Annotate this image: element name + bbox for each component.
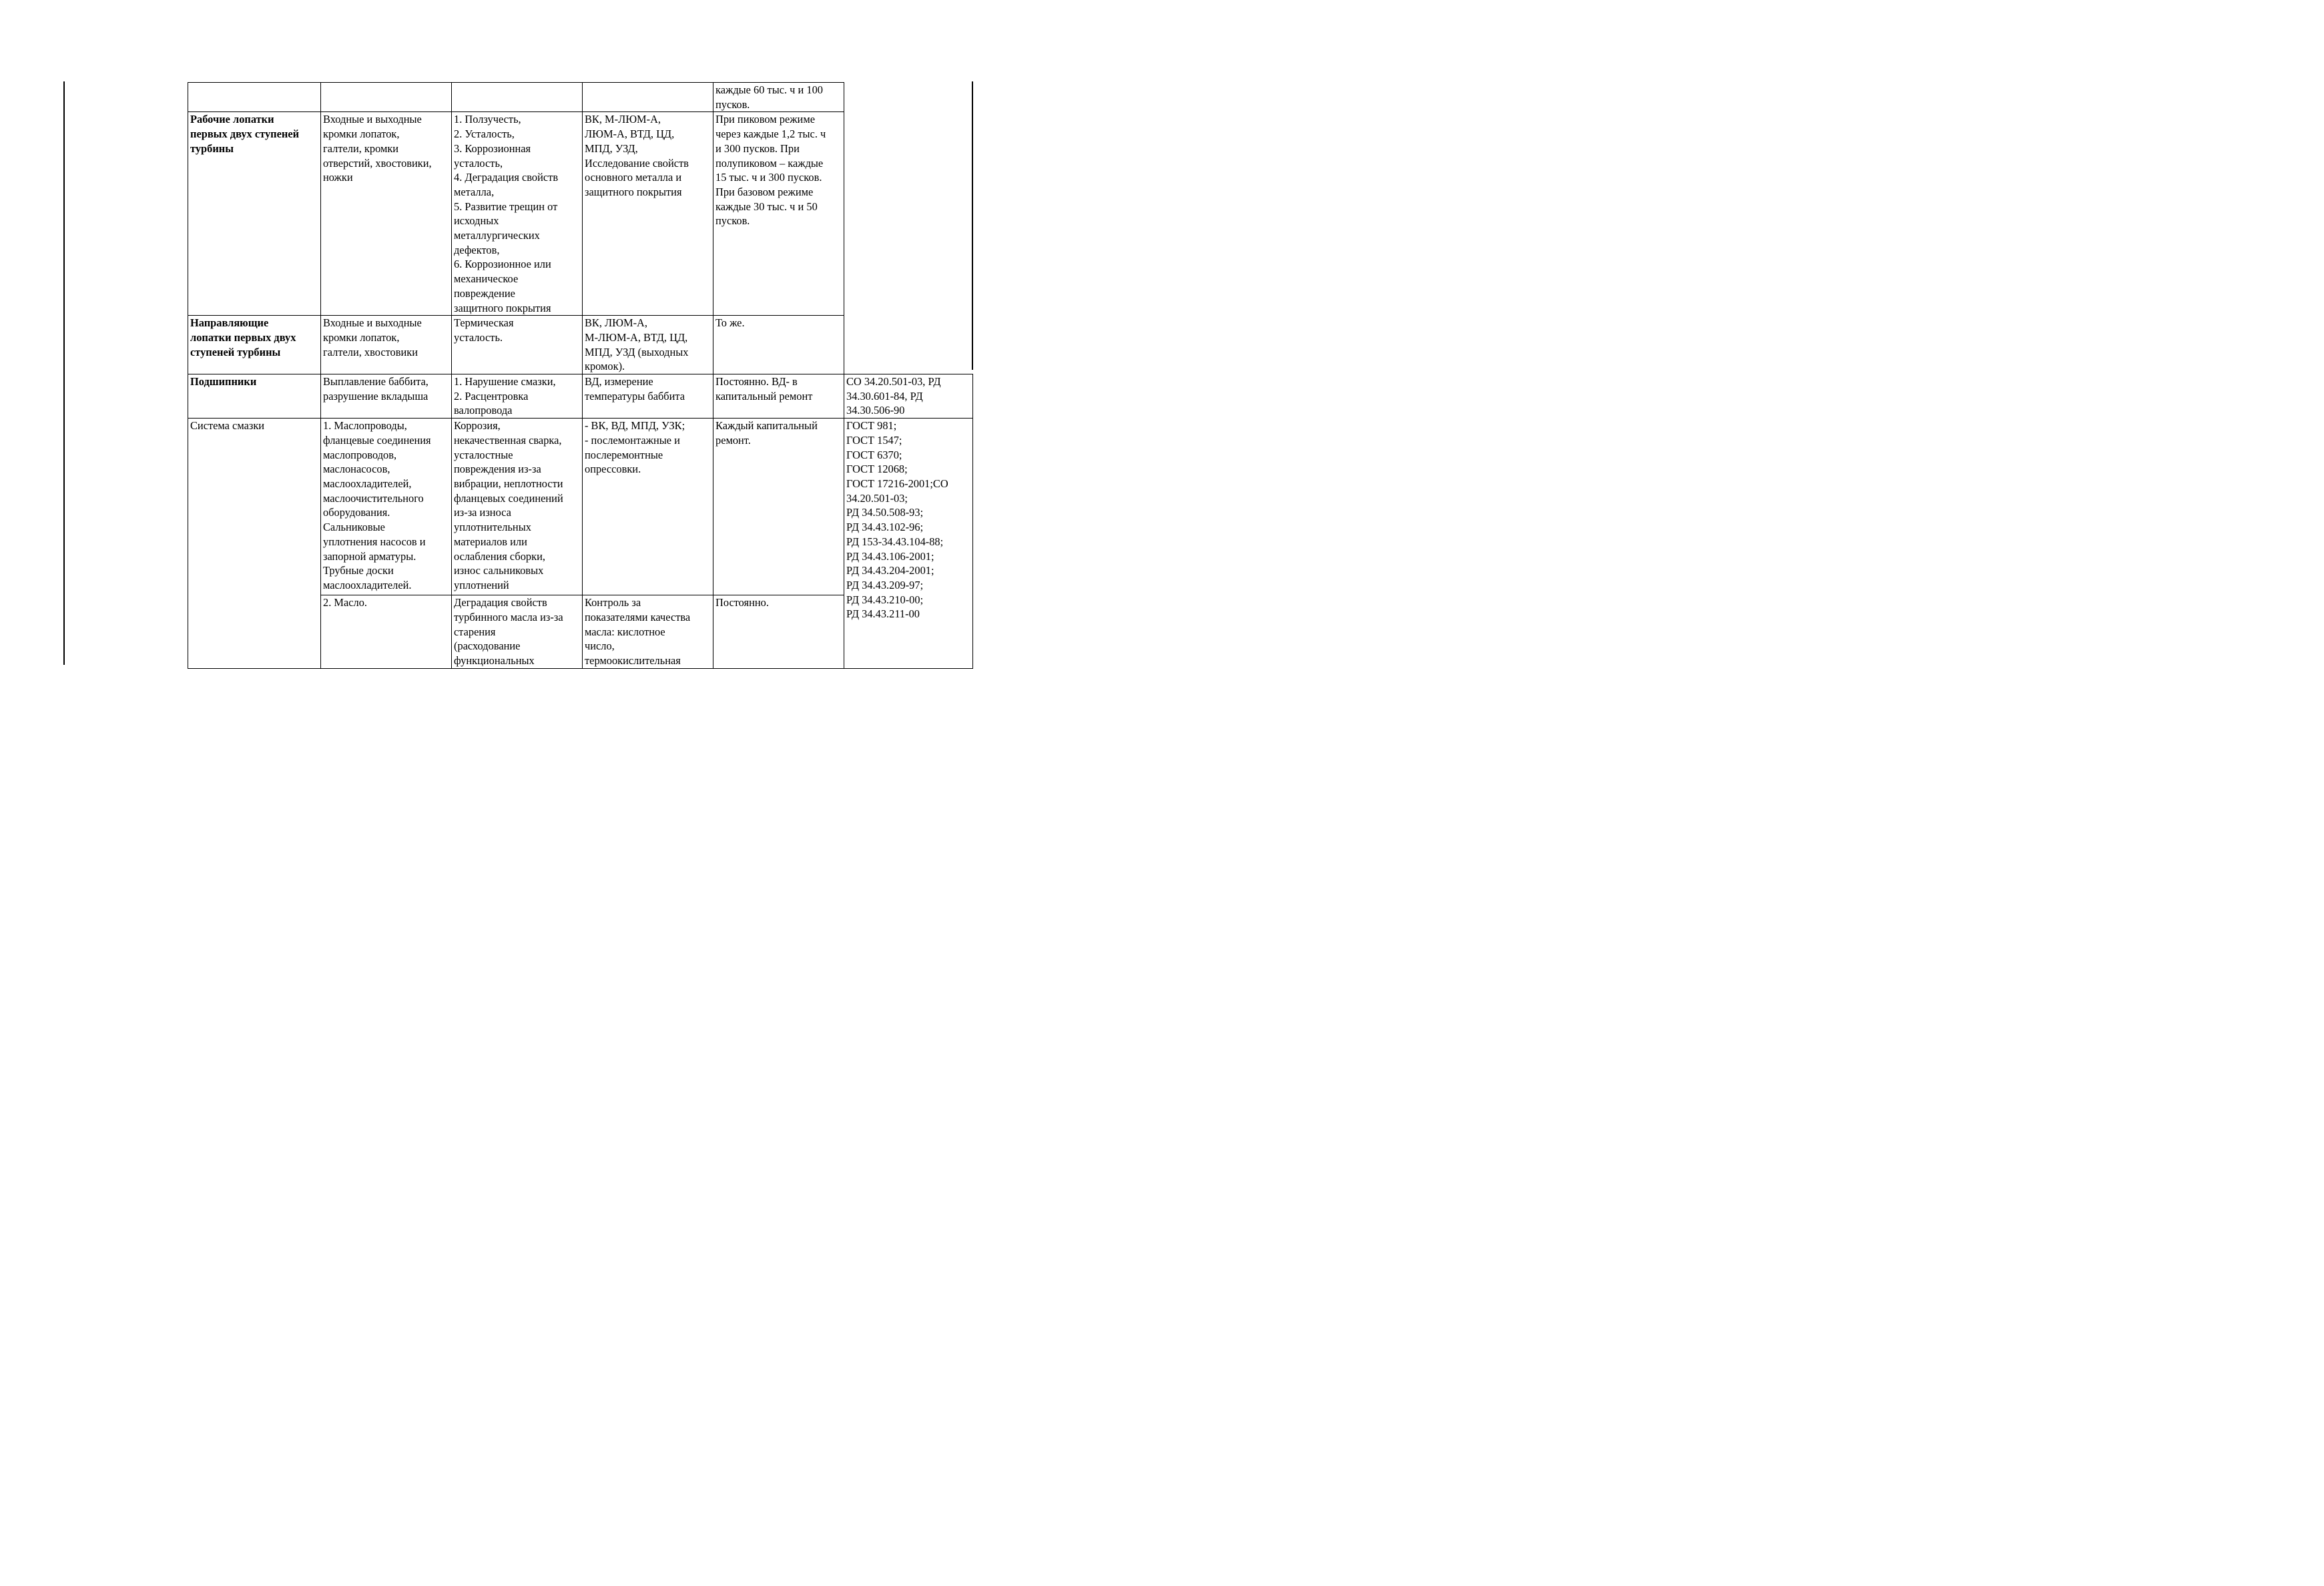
left-margin-line xyxy=(63,81,65,665)
cell-empty xyxy=(452,83,583,112)
cell-element: Система смазки xyxy=(188,419,321,595)
cell-periodicity: Каждый капитальный ремонт. xyxy=(713,419,844,595)
cell-empty xyxy=(188,595,321,669)
cell-damage-mechanisms: 1. Нарушение смазки, 2. Расцентровка валопровода xyxy=(452,374,583,419)
cell-methods: ВК, М-ЛЮМ-А, ЛЮМ-А, ВТД, ЦД, МПД, УЗД, Исследование свойств основного металла и защитного покрытия xyxy=(583,112,713,316)
cell-methods: - ВК, ВД, МПД, УЗК; - послемонтажные и послеремонтные опрессовки. xyxy=(583,419,713,595)
cell-zones: Выплавление баббита, разрушение вкладыша xyxy=(321,374,452,419)
cell-zones: 1. Маслопроводы, фланцевые соединения маслопроводов, маслонасосов, маслоохладителей, маслоочистительного оборудования. Сальниковые уплотнения насосов и запорной арматуры. Трубные доски маслоохладителей. xyxy=(321,419,452,595)
cell-periodicity: При пиковом режиме через каждые 1,2 тыс. ч и 300 пусков. При полупиковом – каждые 15 тыс. ч и 300 пусков. При базовом режиме каждые 30 тыс. ч и 50 пусков. xyxy=(713,112,844,316)
cell-normative-docs: ГОСТ 981; ГОСТ 1547; ГОСТ 6370; ГОСТ 12068; ГОСТ 17216-2001;СО 34.20.501-03; РД 34.50.508-93; РД 34.43.102-96; РД 153-34.43.104-88; РД 34.43.106-2001; РД 34.43.204-2001; РД 34.43.209-97; РД 34.43.210-00; РД 34.43.211-00 xyxy=(844,419,973,669)
cell-periodicity: Постоянно. ВД- в капитальный ремонт xyxy=(713,374,844,419)
cell-periodicity: Постоянно. xyxy=(713,595,844,669)
table-row xyxy=(188,83,973,112)
cell-methods: ВД, измерение температуры баббита xyxy=(583,374,713,419)
table-row xyxy=(188,316,973,374)
cell-element: Направляющие лопатки первых двух ступеней турбины xyxy=(188,316,321,374)
cell-periodicity: То же. xyxy=(713,316,844,374)
cell-damage-mechanisms: Деградация свойств турбинного масла из-за старения (расходование функциональных xyxy=(452,595,583,669)
cell-damage-mechanisms: Термическая усталость. xyxy=(452,316,583,374)
cell-empty xyxy=(321,83,452,112)
cell-damage-mechanisms: 1. Ползучесть, 2. Усталость, 3. Коррозионная усталость, 4. Деградация свойств металла, 5. Развитие трещин от исходных металлургических дефектов, 6. Коррозионное или механическое повреждение защитного покрытия xyxy=(452,112,583,316)
cell-periodicity: каждые 60 тыс. ч и 100 пусков. xyxy=(713,83,844,112)
cell-zones: Входные и выходные кромки лопаток, галтели, кромки отверстий, хвостовики, ножки xyxy=(321,112,452,316)
cell-methods: Контроль за показателями качества масла: кислотное число, термоокислительная xyxy=(583,595,713,669)
document-page xyxy=(0,0,1040,711)
cell-blank xyxy=(844,316,973,374)
cell-empty xyxy=(583,83,713,112)
cell-damage-mechanisms: Коррозия, некачественная сварка, усталостные повреждения из-за вибрации, неплотности фланцевых соединений из-за износа уплотнительных материалов или ослабления сборки, износ сальниковых уплотнений xyxy=(452,419,583,595)
cell-zones: Входные и выходные кромки лопаток, галтели, хвостовики xyxy=(321,316,452,374)
table-row xyxy=(188,419,973,595)
table-row xyxy=(188,374,973,419)
cell-element: Рабочие лопатки первых двух ступеней турбины xyxy=(188,112,321,316)
cell-empty xyxy=(188,83,321,112)
cell-normative-docs: СО 34.20.501-03, РД 34.30.601-84, РД 34.30.506-90 xyxy=(844,374,973,419)
cell-blank xyxy=(844,112,973,316)
cell-methods: ВК, ЛЮМ-А, М-ЛЮМ-А, ВТД, ЦД, МПД, УЗД (выходных кромок). xyxy=(583,316,713,374)
cell-element: Подшипники xyxy=(188,374,321,419)
cell-blank xyxy=(844,83,973,112)
table-row xyxy=(188,112,973,316)
cell-zones: 2. Масло. xyxy=(321,595,452,669)
inspection-table xyxy=(188,82,973,669)
